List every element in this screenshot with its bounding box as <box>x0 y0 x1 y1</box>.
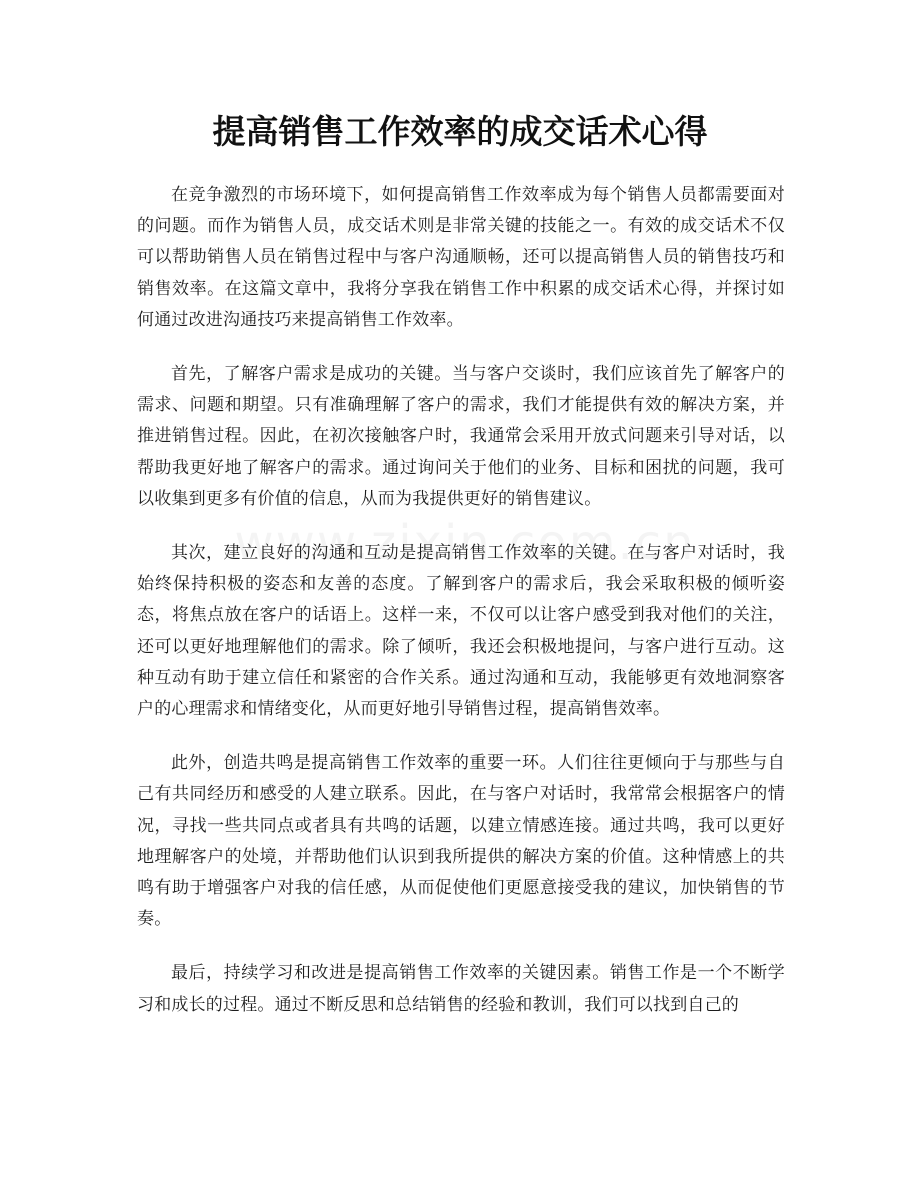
document-title: 提高销售工作效率的成交话术心得 <box>212 112 708 151</box>
paragraph-last: 最后，持续学习和改进是提高销售工作效率的关键因素。销售工作是一个不断学习和成长的过程。通过不断反思和总结销售的经验和教训，我们可以找到自己的 <box>137 963 785 1015</box>
paragraph-intro: 在竞争激烈的市场环境下，如何提高销售工作效率成为每个销售人员都需要面对的问题。而作为销售人员，成交话术则是非常关键的技能之一。有效的成交话术不仅可以帮助销售人员在销售过程中与客户沟通顺畅，还可以提高销售人员的销售技巧和销售效率。在这篇文章中，我将分享我在销售工作中积累的成交话术心得，并探讨如何通过改进沟通技巧来提高销售工作效率。 <box>137 185 785 330</box>
paragraph-third: 此外，创造共鸣是提高销售工作效率的重要一环。人们往往更倾向于与那些与自己有共同经历和感受的人建立联系。因此，在与客户对话时，我常常会根据客户的情况，寻找一些共同点或者具有共鸣的话题，以建立情感连接。通过共鸣，我可以更好地理解客户的处境，并帮助他们认识到我所提供的解决方案的价值。这种情感上的共鸣有助于增强客户对我的信任感，从而促使他们更愿意接受我的建议，加快销售的节奏。 <box>137 753 785 930</box>
paragraph-first: 首先，了解客户需求是成功的关键。当与客户交谈时，我们应该首先了解客户的需求、问题和期望。只有准确理解了客户的需求，我们才能提供有效的解决方案，并推进销售过程。因此，在初次接触客户时，我通常会采用开放式问题来引导对话，以帮助我更好地了解客户的需求。通过询问关于他们的业务、目标和困扰的问题，我可以收集到更多有价值的信息，从而为我提供更好的销售建议。 <box>137 364 785 509</box>
document-body <box>137 180 785 1044</box>
paragraph-second: 其次，建立良好的沟通和互动是提高销售工作效率的关键。在与客户对话时，我始终保持积极的姿态和友善的态度。了解到客户的需求后，我会采取积极的倾听姿态，将焦点放在客户的话语上。这样一来，不仅可以让客户感受到我对他们的关注，还可以更好地理解他们的需求。除了倾听，我还会积极地提问，与客户进行互动。这种互动有助于建立信任和紧密的合作关系。通过沟通和互动，我能够更有效地洞察客户的心理需求和情绪变化，从而更好地引导销售过程，提高销售效率。 <box>137 543 785 720</box>
